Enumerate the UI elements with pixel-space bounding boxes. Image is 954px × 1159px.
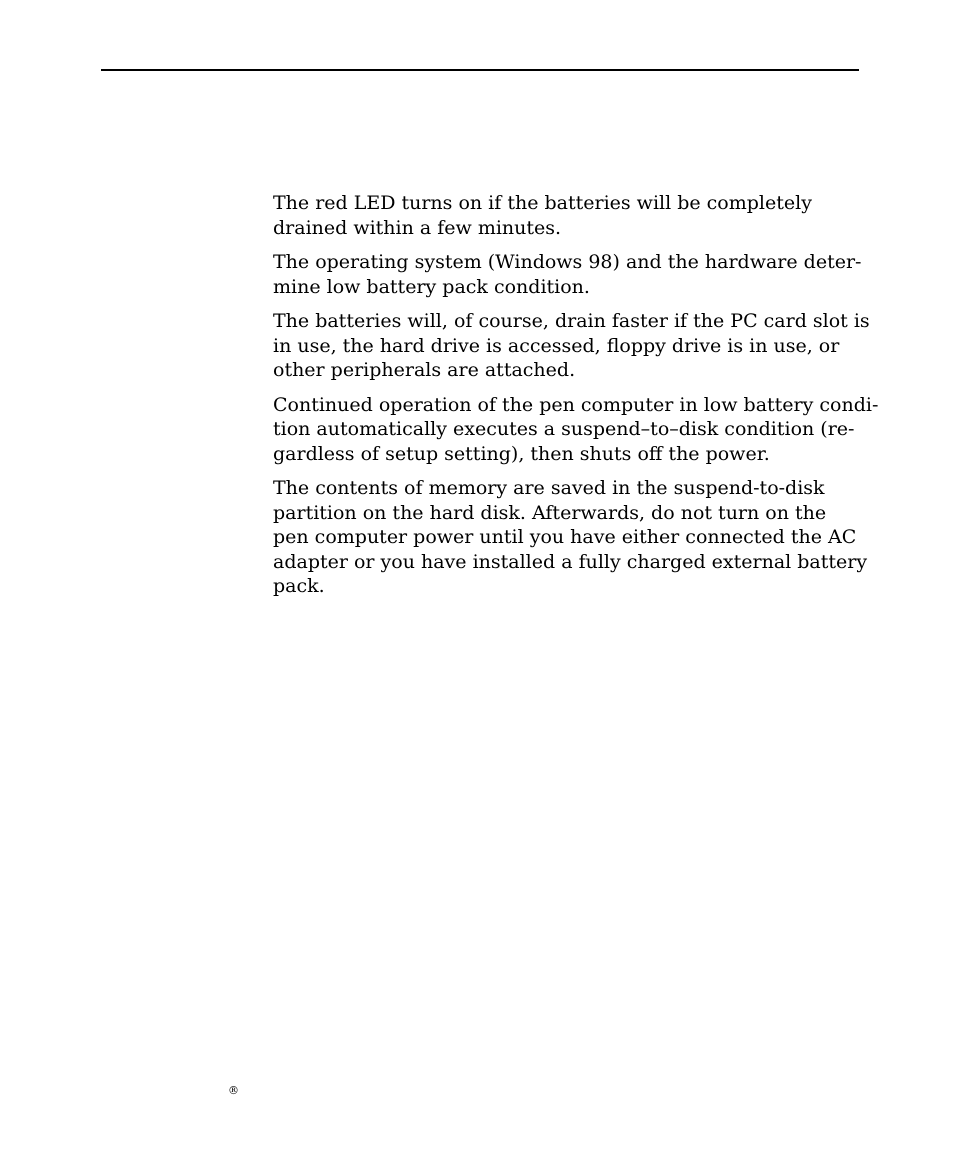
text-line: The red LED turns on if the batteries will be completely xyxy=(273,192,812,214)
registered-mark: ® xyxy=(228,1084,239,1097)
text-line: mine low battery pack condition. xyxy=(273,275,590,298)
text-line: in use, the hard drive is accessed, floppy drive is in use, or xyxy=(273,334,840,357)
text-line: pack. xyxy=(273,575,325,597)
paragraph-operating-system xyxy=(273,250,873,299)
paragraph-red-led xyxy=(273,191,873,240)
header-rule xyxy=(101,69,859,71)
paragraph-continued-operation xyxy=(273,393,879,467)
text-line: The operating system (Windows 98) and the hardware deter- xyxy=(273,251,862,273)
paragraph-memory-contents xyxy=(273,476,873,599)
text-line: pen computer power until you have either connected the AC xyxy=(273,526,857,548)
text-line: other peripherals are attached. xyxy=(273,359,576,381)
text-line: partition on the hard disk. Afterwards, do not turn on the xyxy=(273,501,827,524)
body-text xyxy=(273,191,879,609)
text-line: The batteries will, of course, drain faster if the PC card slot is xyxy=(273,310,870,332)
text-line: Continued operation of the pen computer in low battery condi- xyxy=(273,393,879,416)
text-line: tion automatically executes a suspend–to–disk condition (re- xyxy=(273,418,855,440)
text-line: drained within a few minutes. xyxy=(273,216,562,239)
text-line: The contents of memory are saved in the suspend-to-disk xyxy=(273,477,825,499)
text-line: gardless of setup setting), then shuts off the power. xyxy=(273,442,770,465)
paragraph-drain-faster xyxy=(273,309,873,383)
text-line: adapter or you have installed a fully charged external battery xyxy=(273,550,868,573)
